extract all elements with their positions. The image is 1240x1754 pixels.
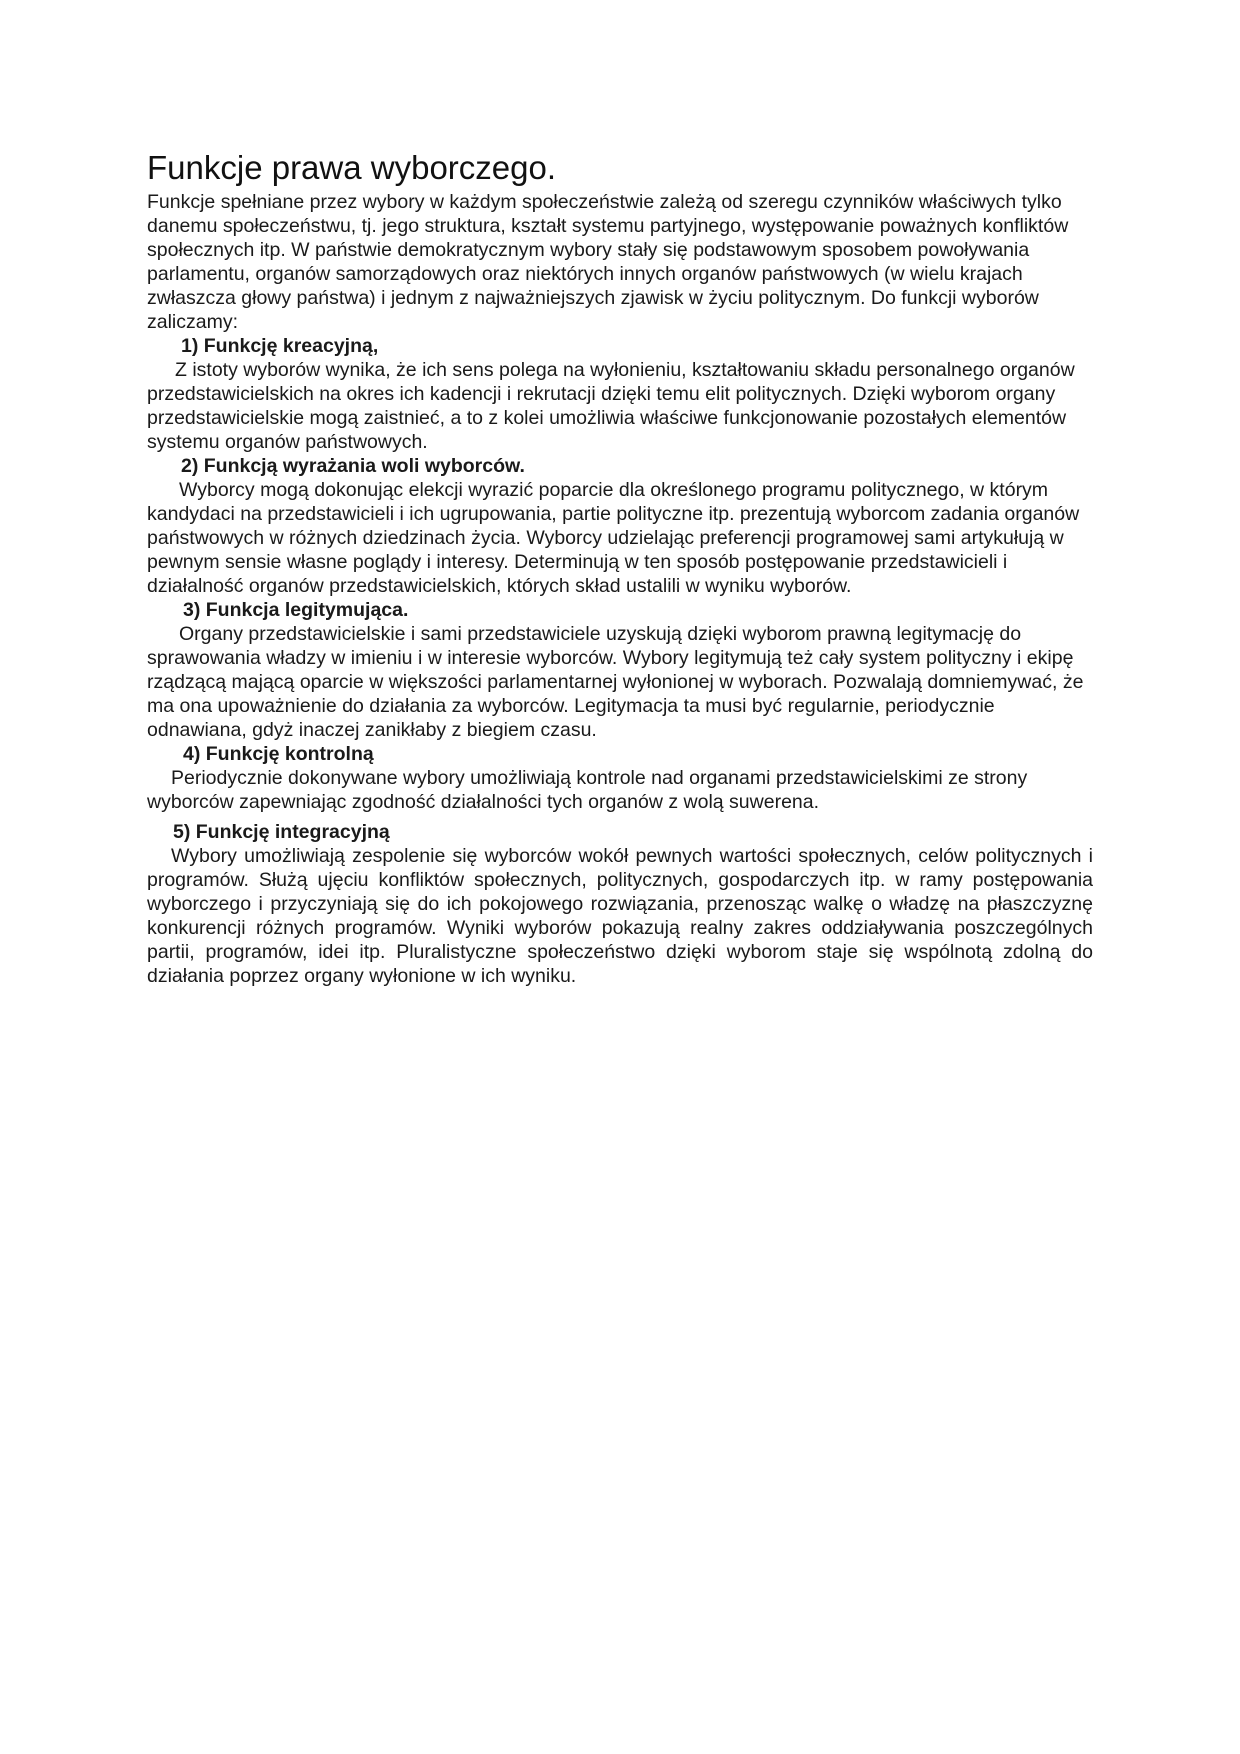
section-text-kontrolna: Periodycznie dokonywane wybory umożliwiają kontrole nad organami przedstawicielskimi ze strony wyborców zapewniając zgodność działalności tych organów z wolą suwerena. (147, 766, 1028, 813)
section-text-wyrazania-woli: Wyborcy mogą dokonując elekcji wyrazić poparcie dla określonego programu politycznego, w którym kandydaci na przedstawicieli i ich ugrupowania, partie polityczne itp. prezentują wyborcom zadania organów państwowych w różnych dziedzinach życia. Wyborcy udzielając preferencji programowej sami artykułują w pewnym sensie własne poglądy i interesy. Determinują w ten sposób postępowanie przedstawicieli i działalność organów przedstawicielskich, których skład ustalili w wyniku wyborów. (147, 478, 1080, 597)
section-text-integracyjna: Wybory umożliwiają zespolenie się wyborców wokół pewnych wartości społecznych, celów politycznych i programów. Służą ujęciu konfliktów społecznych, politycznych, gospodarczych itp. w ramy postępowania wyborczego i przyczyniają się do ich pokojowego rozwiązania, przenosząc walkę o władzę na płaszczyznę konkurencji różnych programów. Wyniki wyborów pokazują realny zakres oddziaływania poszczególnych partii, programów, idei itp. Pluralistyczne społeczeństwo dzięki wyborom staje się wspólnotą zdolną do działania poprzez organy wyłonione w ich wyniku. (147, 844, 1093, 987)
document-title: Funkcje prawa wyborczego. (147, 149, 557, 186)
section-text-legitymujaca: Organy przedstawicielskie i sami przedstawiciele uzyskują dzięki wyborom prawną legitymację do sprawowania władzy w imieniu i w interesie wyborców. Wybory legitymują też cały system polityczny i ekipę rządzącą mającą oparcie w większości parlamentarnej wyłonionej w wyborach. Pozwalają domniemywać, że ma ona upoważnienie do działania za wyborców. Legitymacja ta musi być regularnie, periodycznie odnawiana, gdyż inaczej zanikłaby z biegiem czasu. (147, 622, 1084, 741)
section-heading-legitymujaca: 3) Funkcja legitymująca. (183, 598, 409, 621)
intro-paragraph: Funkcje spełniane przez wybory w każdym społeczeństwie zależą od szeregu czynników właściwych tylko danemu społeczeństwu, tj. jego struktura, kształt systemu partyjnego, występowanie poważnych konfliktów społecznych itp. W państwie demokratycznym wybory stały się podstawowym sposobem powoływania parlamentu, organów samorządowych oraz niektórych innych organów państwowych (w wielu krajach zwłaszcza głowy państwa) i jednym z najważniejszych zjawisk w życiu politycznym. Do funkcji wyborów zaliczamy: (147, 190, 1069, 333)
section-heading-kontrolna: 4) Funkcję kontrolną (183, 742, 374, 765)
section-heading-integracyjna: 5) Funkcję integracyjną (173, 820, 390, 843)
section-text-kreacyjna: Z istoty wyborów wynika, że ich sens polega na wyłonieniu, kształtowaniu składu personalnego organów przedstawicielskich na okres ich kadencji i rekrutacji dzięki temu elit politycznych. Dzięki wyborom organy przedstawicielskie mogą zaistnieć, a to z kolei umożliwia właściwe funkcjonowanie pozostałych elementów systemu organów państwowych. (147, 358, 1075, 453)
document-page (147, 148, 1093, 988)
section-heading-wyrazania-woli: 2) Funkcją wyrażania woli wyborców. (181, 454, 525, 477)
section-heading-kreacyjna: 1) Funkcję kreacyjną, (181, 334, 379, 357)
